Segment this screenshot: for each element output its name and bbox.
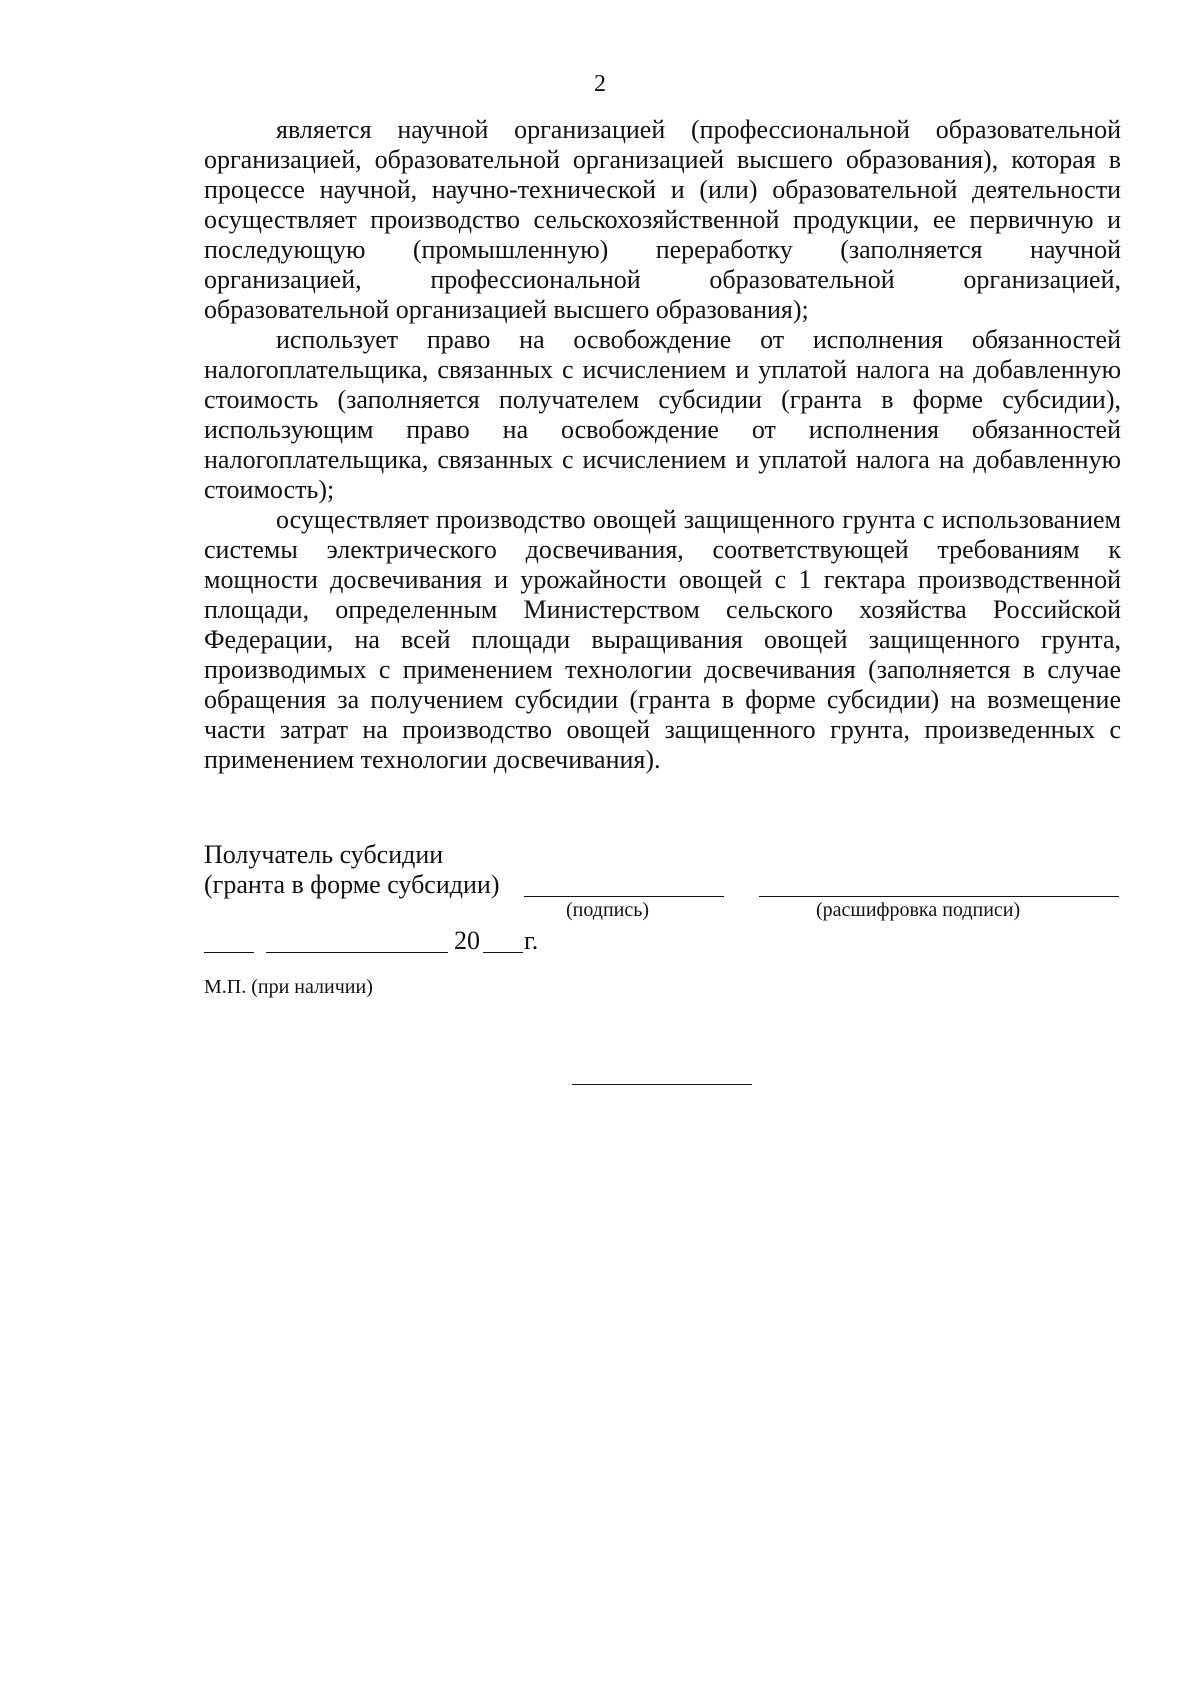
paragraph-supplementary-lighting: осуществляет производство овощей защищенного грунта с использованием системы электрического досвечивания, соответствующей требованиям к мощности досвечивания и урожайности овощей с 1 гектара производственной площади, определенным Министерством сельского хозяйства Российской Федерации, на всей площади выращивания овощей защищенного грунта, производимых с применением технологии досвечивания (заполняется в случае обращения за получением субсидии (гранта в форме субсидии) на возмещение части затрат на производство овощей защищенного грунта, произведенных с применением технологии досвечивания). [204, 505, 1121, 774]
signature-transcript-caption: (расшифровка подписи) [816, 899, 1021, 921]
date-year-suffix: г. [524, 926, 539, 955]
date-month-line [266, 952, 448, 953]
recipient-label-grant: (гранта в форме субсидии) [204, 870, 500, 899]
paragraph-scientific-organization: является научной организацией (профессиональной образовательной организацией, образовательной организацией высшего образования), которая в процессе научной, научно-технической и (или) образовательной деятельности осуществляет производство сельскохозяйственной продукции, ее первичную и последующую (промышленную) переработку (заполняется научной организацией, профессиональной образовательной организацией, образовательной организацией высшего образования); [204, 115, 1121, 324]
end-of-document-divider [572, 1084, 752, 1085]
signature-caption: (подпись) [566, 899, 650, 921]
date-year-prefix: 20 [454, 926, 480, 955]
paragraph-vat-exemption: использует право на освобождение от исполнения обязанностей налогоплательщика, связанных с исчислением и уплатой налога на добавленную стоимость (заполняется получателем субсидии (гранта в форме субсидии), использующим право на освобождение от исполнения обязанностей налогоплательщика, связанных с исчислением и уплатой налога на добавленную стоимость); [204, 325, 1121, 504]
signature-transcript-line [759, 896, 1119, 897]
seal-note: М.П. (при наличии) [204, 976, 373, 998]
signature-line [524, 896, 724, 897]
date-day-line [204, 952, 254, 953]
recipient-label: Получатель субсидии [204, 840, 444, 869]
body-text [204, 115, 1121, 775]
page-number: 2 [594, 71, 606, 97]
date-year-line [483, 952, 523, 953]
